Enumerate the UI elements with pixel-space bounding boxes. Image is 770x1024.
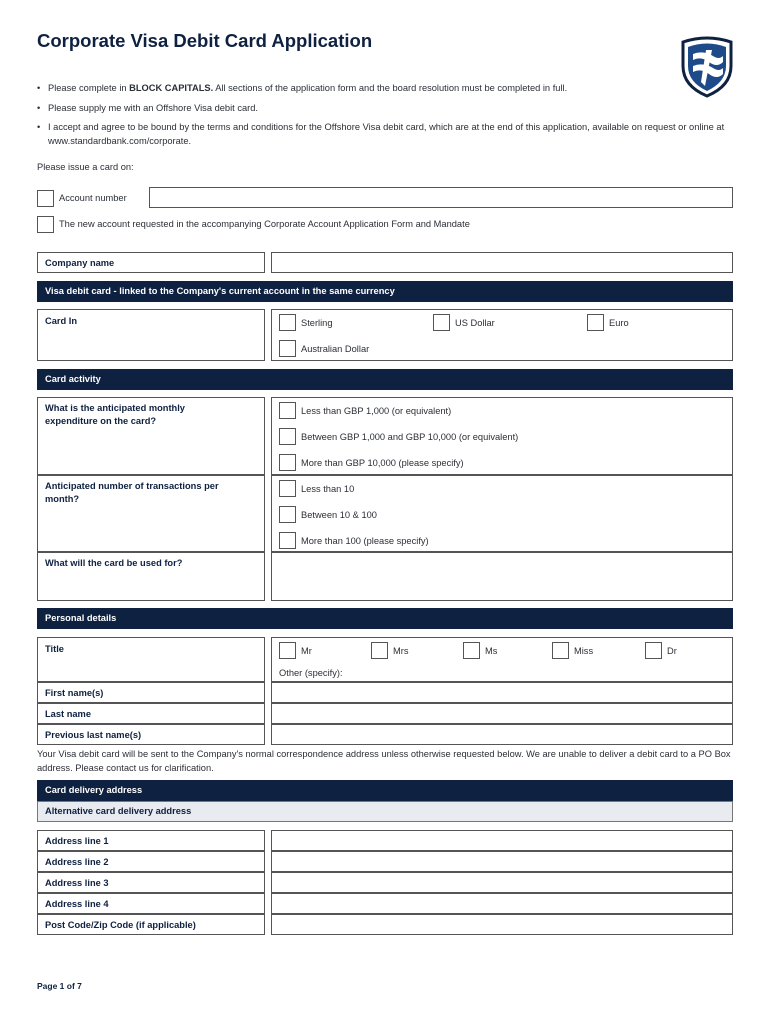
address-line-3-label: Address line 3 (45, 878, 109, 888)
personal-details-header: Personal details (37, 608, 733, 629)
instruction-list (37, 82, 727, 154)
last-name-input[interactable] (271, 703, 733, 724)
new-account-label: The new account requested in the accompanying Corporate Account Application Form and Mandate (59, 219, 470, 229)
address-line-4-label: Address line 4 (45, 899, 109, 909)
first-name-label: First name(s) (45, 688, 104, 698)
expenditure-label: What is the anticipated monthly expenditure on the card? (45, 403, 185, 426)
usage-label: What will the card be used for? (45, 558, 183, 568)
postcode-label: Post Code/Zip Code (if applicable) (45, 920, 196, 930)
visa-debit-card-header: Visa debit card - linked to the Company's current account in the same currency (37, 281, 733, 302)
first-name-input[interactable] (271, 682, 733, 703)
address-line-1-label: Address line 1 (45, 836, 109, 846)
australian-dollar-label: Australian Dollar (301, 344, 370, 354)
card-currency-options (271, 309, 733, 361)
title-label: Title (45, 644, 64, 654)
previous-last-name-label: Previous last name(s) (45, 730, 142, 740)
postcode-input[interactable] (271, 914, 733, 935)
title-mr-checkbox[interactable] (279, 642, 296, 659)
company-name-label-cell (37, 252, 265, 273)
address-line-3-input[interactable] (271, 872, 733, 893)
address-line-2-input[interactable] (271, 851, 733, 872)
title-options (271, 637, 733, 682)
address-line-3-label-cell (37, 872, 265, 893)
card-in-label: Card In (45, 316, 78, 326)
account-number-input[interactable] (149, 187, 733, 208)
company-name-label: Company name (45, 258, 115, 268)
expenditure-option-3-label: More than GBP 10,000 (please specify) (301, 458, 464, 468)
title-other-label: Other (specify): (279, 668, 343, 678)
sterling-checkbox[interactable] (279, 314, 296, 331)
company-name-input[interactable] (271, 252, 733, 273)
address-line-1-input[interactable] (271, 830, 733, 851)
transactions-options (271, 475, 733, 552)
australian-dollar-checkbox[interactable] (279, 340, 296, 357)
card-delivery-header: Card delivery address (37, 780, 733, 801)
title-dr-label: Dr (667, 646, 677, 656)
us-dollar-label: US Dollar (455, 318, 495, 328)
transactions-option-2-checkbox[interactable] (279, 506, 296, 523)
expenditure-option-2-label: Between GBP 1,000 and GBP 10,000 (or equivalent) (301, 432, 519, 442)
transactions-option-3-label: More than 100 (please specify) (301, 536, 429, 546)
expenditure-options (271, 397, 733, 475)
page-number: Page 1 of 7 (37, 981, 82, 991)
usage-label-cell (37, 552, 265, 601)
euro-label: Euro (609, 318, 629, 328)
page-title: Corporate Visa Debit Card Application (37, 30, 373, 51)
first-name-label-cell (37, 682, 265, 703)
title-ms-checkbox[interactable] (463, 642, 480, 659)
transactions-option-1-label: Less than 10 (301, 484, 355, 494)
account-number-label: Account number (59, 193, 127, 203)
title-mrs-label: Mrs (393, 646, 409, 656)
transactions-option-3-checkbox[interactable] (279, 532, 296, 549)
alternative-delivery-subheader: Alternative card delivery address (37, 801, 733, 822)
instruction-item: • Please complete in BLOCK CAPITALS. All sections of the application form and the board resolution must be completed in full. (37, 82, 727, 96)
previous-last-name-input[interactable] (271, 724, 733, 745)
address-line-4-input[interactable] (271, 893, 733, 914)
title-mrs-checkbox[interactable] (371, 642, 388, 659)
instruction-item: • I accept and agree to be bound by the terms and conditions for the Offshore Visa debit card, which are at the end of this application, available on request or online at www.standardbank.com/corporate. (37, 121, 727, 148)
instruction-item: • Please supply me with an Offshore Visa debit card. (37, 102, 727, 116)
transactions-label-cell (37, 475, 265, 552)
expenditure-option-2-checkbox[interactable] (279, 428, 296, 445)
address-line-2-label: Address line 2 (45, 857, 109, 867)
title-miss-checkbox[interactable] (552, 642, 569, 659)
title-ms-label: Ms (485, 646, 498, 656)
address-line-4-label-cell (37, 893, 265, 914)
last-name-label-cell (37, 703, 265, 724)
transactions-option-1-checkbox[interactable] (279, 480, 296, 497)
expenditure-option-1-label: Less than GBP 1,000 (or equivalent) (301, 406, 452, 416)
transactions-label: Anticipated number of transactions per month? (45, 481, 219, 504)
issue-card-label: Please issue a card on: (37, 162, 134, 172)
expenditure-label-cell (37, 397, 265, 475)
title-miss-label: Miss (574, 646, 594, 656)
delivery-note: Your Visa debit card will be sent to the Company's normal correspondence address unless otherwise requested below. We are unable to deliver a debit card to a PO Box address. Please contact us for clarification. (37, 749, 731, 773)
title-label-cell (37, 637, 265, 682)
new-account-checkbox[interactable] (37, 216, 54, 233)
usage-input[interactable] (271, 552, 733, 601)
postcode-label-cell (37, 914, 265, 935)
title-dr-checkbox[interactable] (645, 642, 662, 659)
expenditure-option-3-checkbox[interactable] (279, 454, 296, 471)
account-number-checkbox[interactable] (37, 190, 54, 207)
last-name-label: Last name (45, 709, 91, 719)
address-line-2-label-cell (37, 851, 265, 872)
us-dollar-checkbox[interactable] (433, 314, 450, 331)
sterling-label: Sterling (301, 318, 333, 328)
euro-checkbox[interactable] (587, 314, 604, 331)
card-in-label-cell (37, 309, 265, 361)
address-line-1-label-cell (37, 830, 265, 851)
previous-last-name-label-cell (37, 724, 265, 745)
expenditure-option-1-checkbox[interactable] (279, 402, 296, 419)
transactions-option-2-label: Between 10 & 100 (301, 510, 377, 520)
card-activity-header: Card activity (37, 369, 733, 390)
title-mr-label: Mr (301, 646, 312, 656)
